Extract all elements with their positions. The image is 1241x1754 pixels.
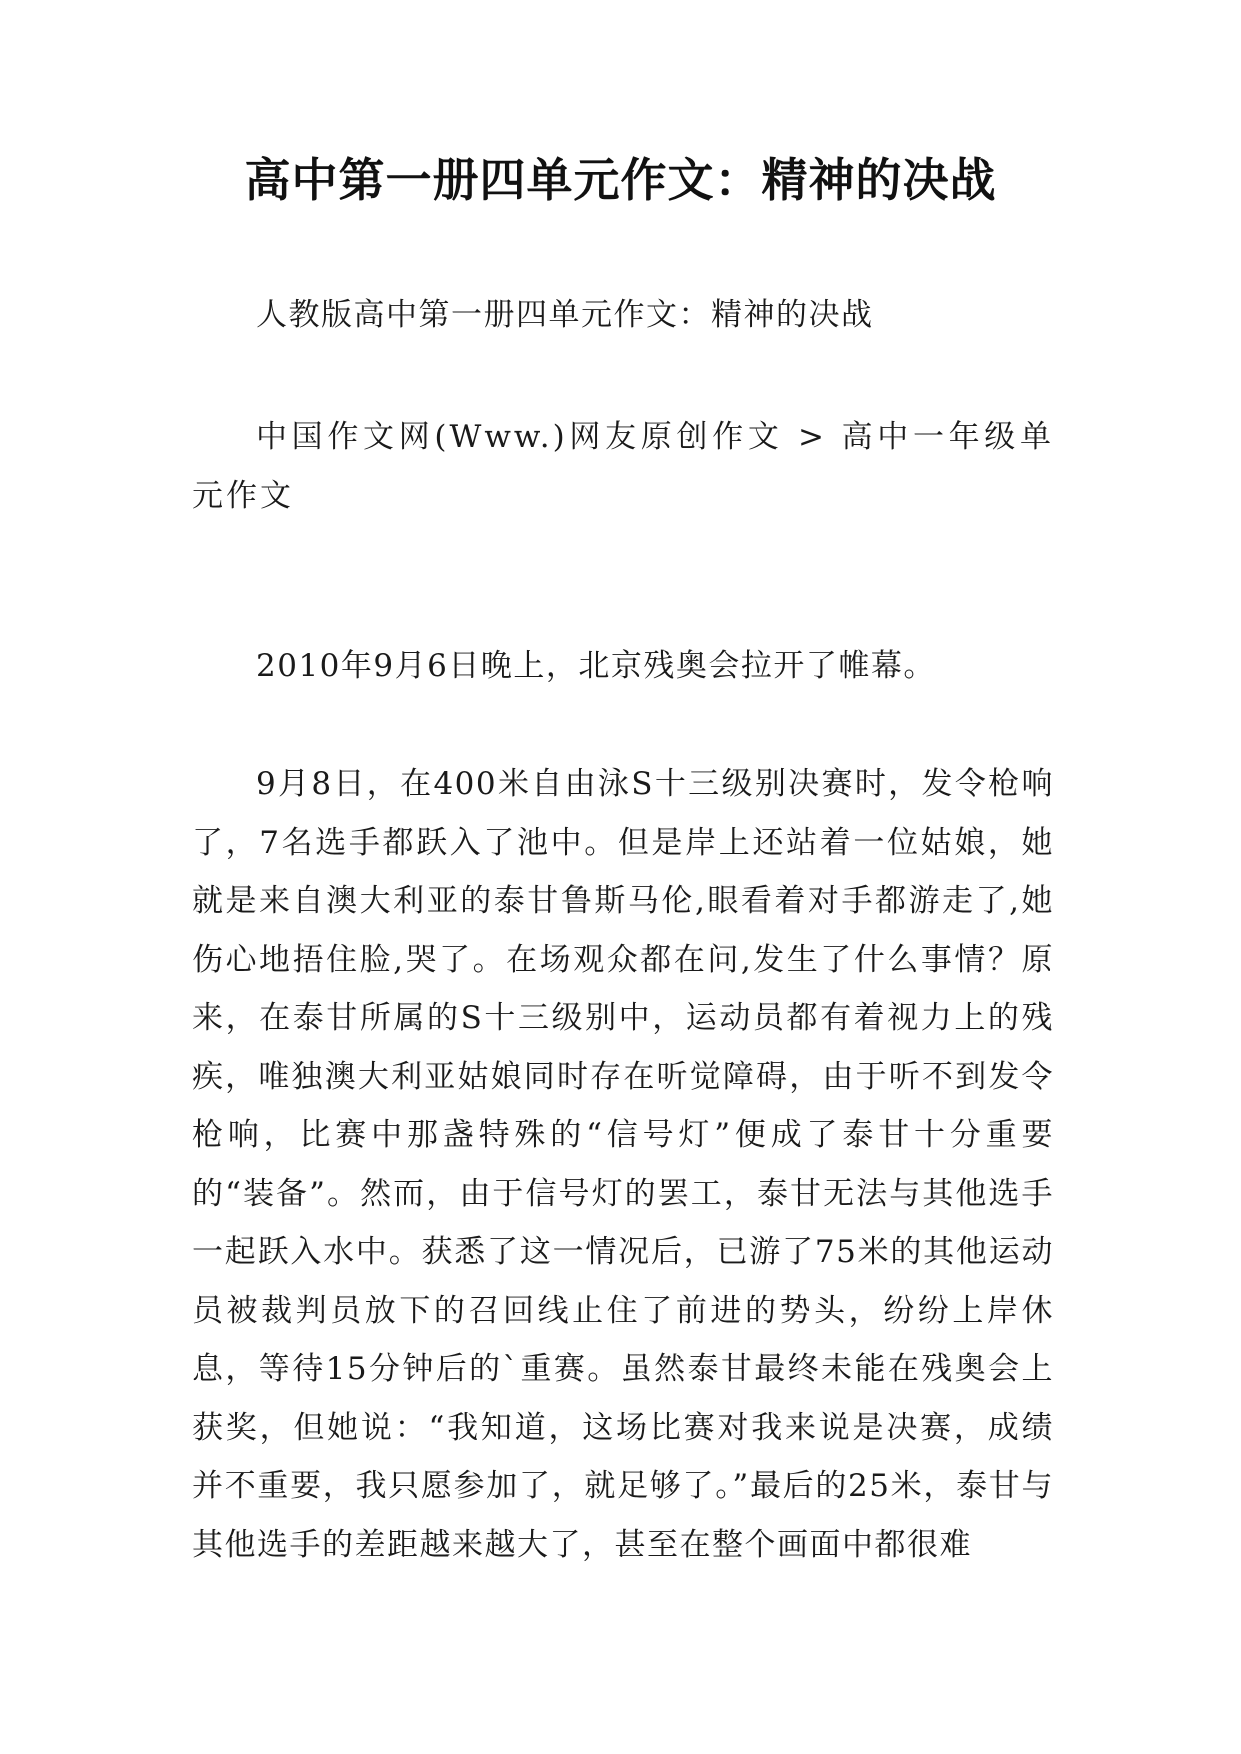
body-paragraph: 9月8日，在400米自由泳S十三级别决赛时，发令枪响了，7名选手都跃入了池中。但是岸上还站着一位姑娘，她就是来自澳大利亚的泰甘鲁斯马伦,眼看着对手都游走了,她伤心地捂住脸,哭了。在场观众都在问,发生了什么事情？原来，在泰甘所属的S十三级别中，运动员都有着视力上的残疾，唯独澳大利亚姑娘同时存在听觉障碍，由于听不到发令枪响，比赛中那盏特殊的“信号灯”便成了泰甘十分重要的“装备”。然而，由于信号灯的罢工，泰甘无法与其他选手一起跃入水中。获悉了这一情况后，已游了75米的其他运动员被裁判员放下的召回线止住了前进的势头，纷纷上岸休息，等待15分钟后的`重赛。虽然泰甘最终未能在残奥会上获奖，但她说：“我知道，这场比赛对我来说是决赛，成绩并不重要，我只愿参加了，就足够了。”最后的25米，泰甘与其他选手的差距越来越大了，甚至在整个画面中都很难 [192, 766, 1054, 1563]
body-paragraph: 2010年9月6日晚上，北京残奥会拉开了帷幕。 [256, 648, 936, 684]
document-title: 高中第一册四单元作文：精神的决战 [244, 153, 997, 207]
source-paragraph: 中国作文网(Www.)网友原创作文 > 高中一年级单元作文 [192, 419, 1054, 514]
subtitle-paragraph: 人教版高中第一册四单元作文：精神的决战 [256, 297, 874, 333]
